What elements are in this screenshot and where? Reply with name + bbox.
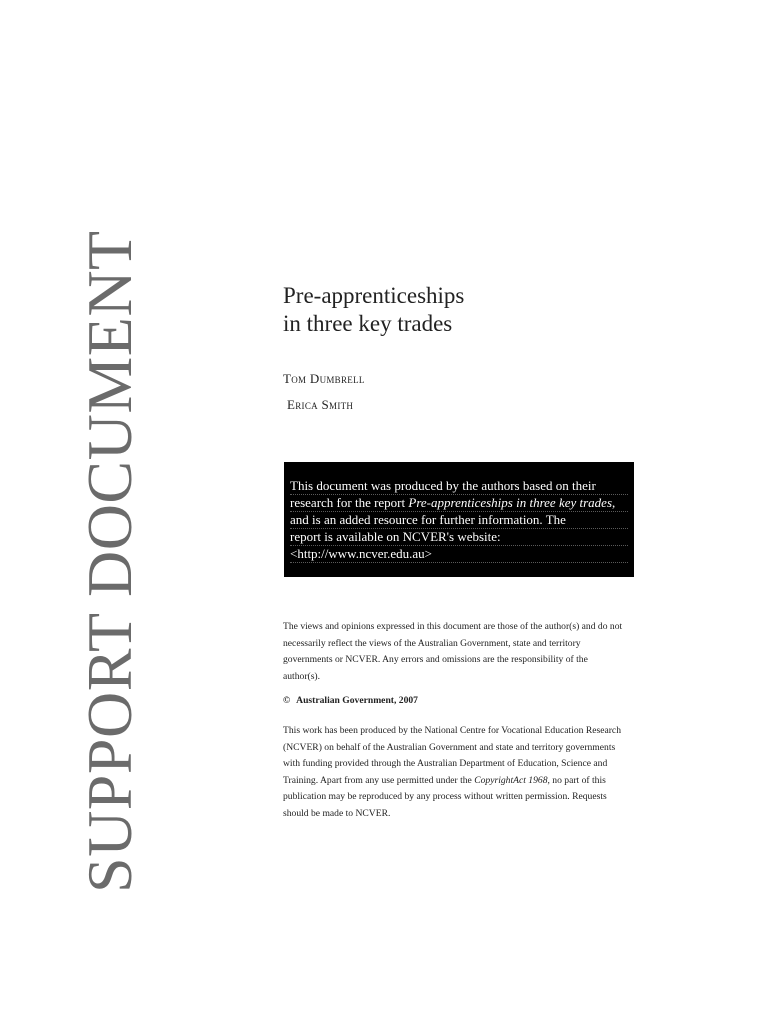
note-line: This document was produced by the authors based on their	[290, 478, 628, 495]
note-line	[290, 495, 628, 512]
note-line: and is an added resource for further information. The	[290, 512, 628, 529]
rights-paragraph	[283, 723, 623, 822]
report-title-italic: Pre-apprenticeships in three key trades	[408, 495, 612, 510]
copyright-text: Australian Government, 2007	[296, 695, 418, 706]
copyright-line	[283, 695, 418, 706]
author-name: Tom Dumbrell	[283, 371, 365, 386]
rights-text: This work has been produced by the National Centre for Vocational Education Research (NCVER) on behalf of the Australian Government and state and territory governments with funding provided through the Australian Department of Education, Science and Training. Apart from any use permitted under the	[283, 725, 621, 786]
act-title-italic: CopyrightAct 1968	[474, 774, 548, 786]
copyright-symbol: ©	[283, 695, 291, 706]
note-text: research for the report	[290, 495, 409, 510]
rights-text: , no part of this publication may be reproduced by any process without written permission. Requests should be made to NCVER.	[283, 774, 607, 819]
note-line: report is available on NCVER's website:	[290, 529, 628, 546]
title-line-1: Pre-apprenticeships	[283, 283, 465, 308]
author-name: Erica Smith	[287, 397, 354, 412]
support-document-label: SUPPORT DOCUMENT	[74, 230, 145, 893]
document-title	[283, 282, 703, 338]
resource-note-box	[284, 462, 634, 577]
title-line-2: in three key trades	[283, 311, 453, 336]
disclaimer-paragraph: The views and opinions expressed in this document are those of the author(s) and do not necessarily reflect the views of the Australian Government, state and territory governments or NCVER. Any errors and omissions are the responsibility of the author(s).	[283, 621, 623, 682]
note-text: ,	[612, 495, 616, 510]
website-link[interactable]: <http://www.ncver.edu.au>	[290, 546, 628, 563]
